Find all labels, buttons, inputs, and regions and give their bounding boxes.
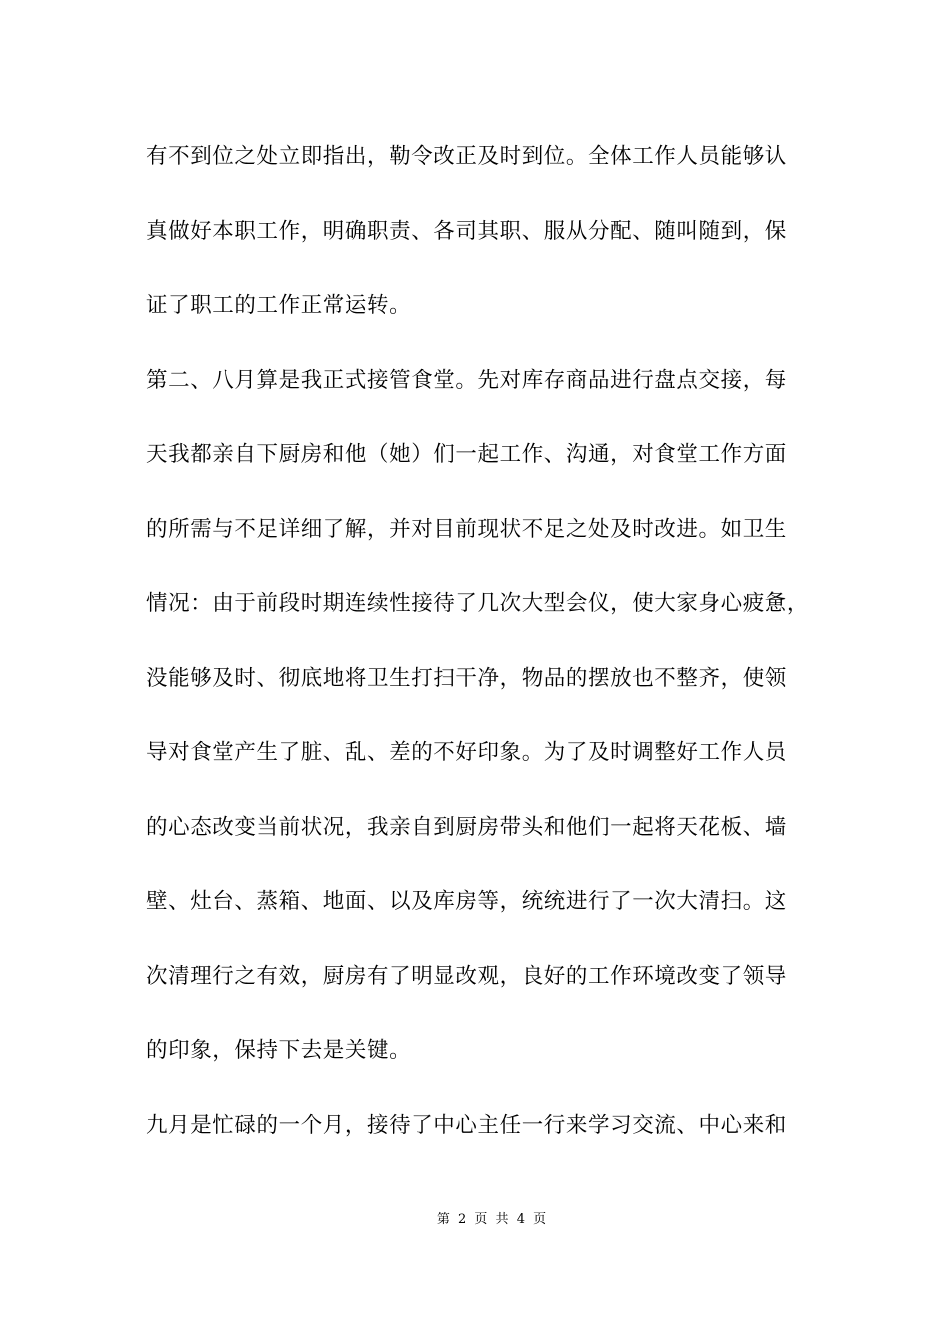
text-line: 导对食堂产生了脏、乱、差的不好印象。为了及时调整好工作人员 bbox=[146, 740, 787, 765]
text-line: 的所需与不足详细了解，并对目前现状不足之处及时改进。如卫生 bbox=[146, 516, 787, 542]
text-line: 壁、灶台、蒸箱、地面、以及库房等，统统进行了一次大清扫。这 bbox=[146, 889, 787, 914]
text-line: 没能够及时、彻底地将卫生打扫干净，物品的摆放也不整齐，使领 bbox=[146, 665, 787, 691]
text-line: 的心态改变当前状况，我亲自到厨房带头和他们一起将天花板、墙 bbox=[146, 814, 787, 840]
text-line: 第二、八月算是我正式接管食堂。先对库存商品进行盘点交接，每 bbox=[146, 367, 787, 393]
text-line: 情况：由于前段时期连续性接待了几次大型会仪，使大家身心疲惫， bbox=[146, 591, 810, 616]
page-number-footer: 第 2 页 共 4 页 bbox=[436, 1212, 549, 1227]
body-text bbox=[146, 134, 826, 1177]
text-line: 真做好本职工作，明确职责、各司其职、服从分配、随叫随到，保 bbox=[146, 218, 787, 244]
text-line: 的印象，保持下去是关键。 bbox=[146, 1038, 412, 1063]
text-line: 次清理行之有效，厨房有了明显改观，良好的工作环境改变了领导 bbox=[146, 963, 787, 989]
text-line: 有不到位之处立即指出，勒令改正及时到位。全体工作人员能够认 bbox=[146, 144, 787, 169]
text-line: 天我都亲自下厨房和他（她）们一起工作、沟通，对食堂工作方面 bbox=[146, 442, 787, 467]
text-line: 九月是忙碌的一个月，接待了中心主任一行来学习交流、中心来和 bbox=[146, 1112, 787, 1138]
text-line: 证了职工的工作正常运转。 bbox=[146, 293, 412, 318]
